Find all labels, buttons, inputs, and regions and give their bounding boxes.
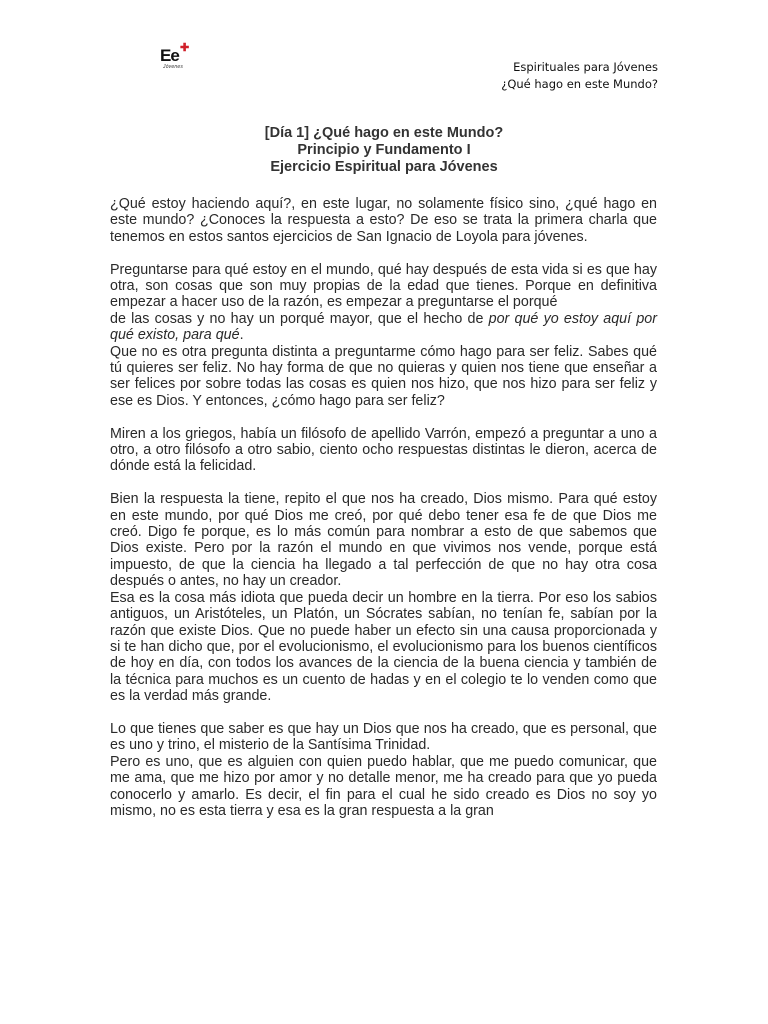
paragraph-3-italic: por qué yo estoy aquí por qué existo, para qué [110, 310, 657, 344]
logo [158, 42, 198, 76]
document-body [110, 196, 657, 819]
logo-letters: Ee [160, 46, 179, 65]
page-header [501, 59, 658, 93]
title-line-3: Ejercicio Espiritual para Jóvenes [270, 159, 498, 175]
logo-subtitle: Jóvenes [163, 64, 184, 70]
paragraph-1: ¿Qué estoy haciendo aquí?, en este lugar, no solamente físico sino, ¿qué hago en este mundo? ¿Conoces la respuesta a esto? De eso se trata la primera charla que tenemos en estos santos ejercicios de San Ignacio de Loyola para jóvenes. [110, 196, 657, 245]
paragraph-2: Preguntarse para qué estoy en el mundo, qué hay después de esta vida si es que hay otra, son cosas que son muy propias de la edad que tienes. Porque en definitiva empezar a hacer uso de la razón, es empezar a preguntarse el porqué [110, 261, 657, 311]
header-line-1: Espirituales para Jóvenes [513, 60, 658, 74]
paragraph-6: Bien la respuesta la tiene, repito el que nos ha creado, Dios mismo. Para qué estoy en este mundo, por qué Dios me creó, por qué debo tener esa fe de que Dios me creó. Digo fe porque, es lo más común para nombrar a esto de que sabemos que Dios existe. Pero por la razón el mundo en que vivimos nos vende, porque está impuesto, de que la ciencia ha llegado a tal perfección de que no hay otra cosa después o antes, no hay un creador. [110, 491, 657, 590]
title-line-2: Principio y Fundamento I [297, 142, 471, 158]
paragraph-3-text: de las cosas y no hay un porqué mayor, que el hecho de [110, 310, 489, 327]
paragraph-5: Miren a los griegos, había un filósofo de apellido Varrón, empezó a preguntar a uno a otro, a otro filósofo a otro sabio, ciento ocho respuestas distintas le dieron, acerca de dónde está la felicidad. [110, 425, 657, 475]
title-line-1: [Día 1] ¿Qué hago en este Mundo? [264, 125, 504, 141]
cross-icon: ✚ [180, 42, 190, 54]
paragraph-4: Que no es otra pregunta distinta a preguntarme cómo hago para ser feliz. Sabes qué tú quieres ser feliz. No hay forma de que no quieras y quien nos tiene que enseñar a ser felices por sobre todas las cosas es quien nos hizo, que nos hizo para ser feliz y ese es Dios. Y entonces, ¿cómo hago para ser feliz? [110, 343, 657, 409]
paragraph-9: Pero es uno, que es alguien con quien puedo hablar, que me puedo comunicar, que me ama, que me hizo por amor y no detalle menor, me ha creado para que yo pueda conocerlo y amarlo. Es decir, el fin para el cual he sido creado es Dios no soy yo mismo, no es esta tierra y esa es la gran respuesta a la gran [110, 753, 657, 819]
paragraph-7: Esa es la cosa más idiota que pueda decir un hombre en la tierra. Por eso los sabios antiguos, un Aristóteles, un Platón, un Sócrates sabían, no tenían fe, sabían por la razón que existe Dios. Que no puede haber un efecto sin una causa proporcionada y si te han dicho que, por el evolucionismo, el evolucionismo para los buenos científicos de hoy en día, con todos los avances de la ciencia de la buena ciencia y también de la técnica para muchos es un cuento de hadas y en el colegio te lo venden como que es la verdad más grande. [110, 589, 657, 705]
document-title [110, 125, 658, 176]
paragraph-3-end: . [239, 327, 244, 344]
paragraph-8: Lo que tienes que saber es que hay un Dios que nos ha creado, que es personal, que es uno y trino, el misterio de la Santísima Trinidad. [110, 720, 657, 754]
paragraph-3 [110, 311, 657, 344]
header-line-2: ¿Qué hago en este Mundo? [501, 77, 658, 91]
